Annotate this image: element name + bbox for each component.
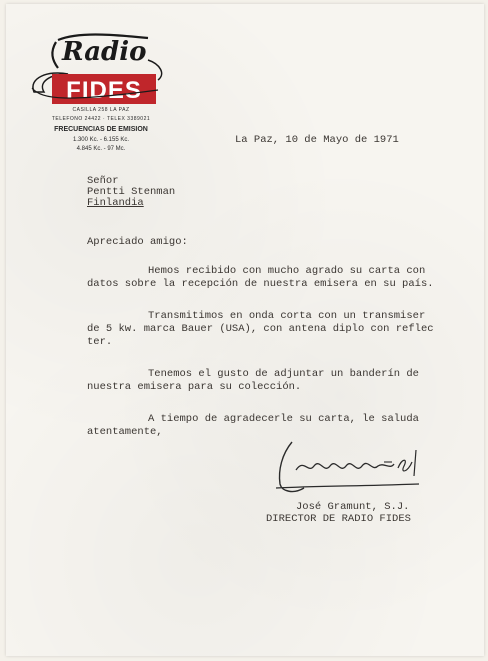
recipient-country: Finlandia [87, 197, 144, 209]
radio-fides-logo [28, 30, 173, 112]
paragraph-2-line-2: de 5 kw. marca Bauer (USA), con antena diplo con reflec [87, 323, 434, 335]
logo-name-text: FIDES [66, 77, 142, 104]
paragraph-3-line-1: Tenemos el gusto de adjuntar un banderín de [148, 368, 419, 380]
paragraph-1-line-1: Hemos recibido con mucho agrado su carta con [148, 265, 426, 277]
logo-script-text: Radio [62, 37, 147, 67]
paragraph-4-line-1: A tiempo de agradecerle su carta, le saluda [148, 413, 419, 425]
letterhead-phone: TELEFONO 24422 · TELEX 3389021 [51, 116, 151, 122]
paragraph-2-line-1: Transmitimos en onda corta con un transmiser [148, 310, 426, 322]
paragraph-4-line-2: atentamente, [87, 426, 163, 438]
letterhead-address: CASILLA 258 LA PAZ [72, 107, 130, 113]
paragraph-3-line-2: nuestra emisera para su colección. [87, 381, 302, 393]
letter-paper [6, 4, 484, 656]
letter-date: La Paz, 10 de Mayo de 1971 [235, 134, 399, 146]
greeting: Apreciado amigo: [87, 236, 188, 248]
letterhead-frequency-line-2: 4.845 Kc. - 97 Mc. [76, 146, 126, 152]
letterhead-frequencies-title: FRECUENCIAS DE EMISION [54, 126, 148, 133]
recipient-title: Señor [87, 175, 119, 187]
letterhead-frequency-line-1: 1.300 Kc. - 6.155 Kc. [72, 137, 130, 143]
signatory-title: DIRECTOR DE RADIO FIDES [266, 513, 411, 525]
paragraph-2-line-3: ter. [87, 336, 113, 348]
recipient-name: Pentti Stenman [87, 186, 176, 198]
paragraph-1-line-2: datos sobre la recepción de nuestra emisera en su país. [87, 278, 434, 290]
signatory-name: José Gramunt, S.J. [296, 501, 410, 513]
handwritten-signature [274, 440, 424, 496]
